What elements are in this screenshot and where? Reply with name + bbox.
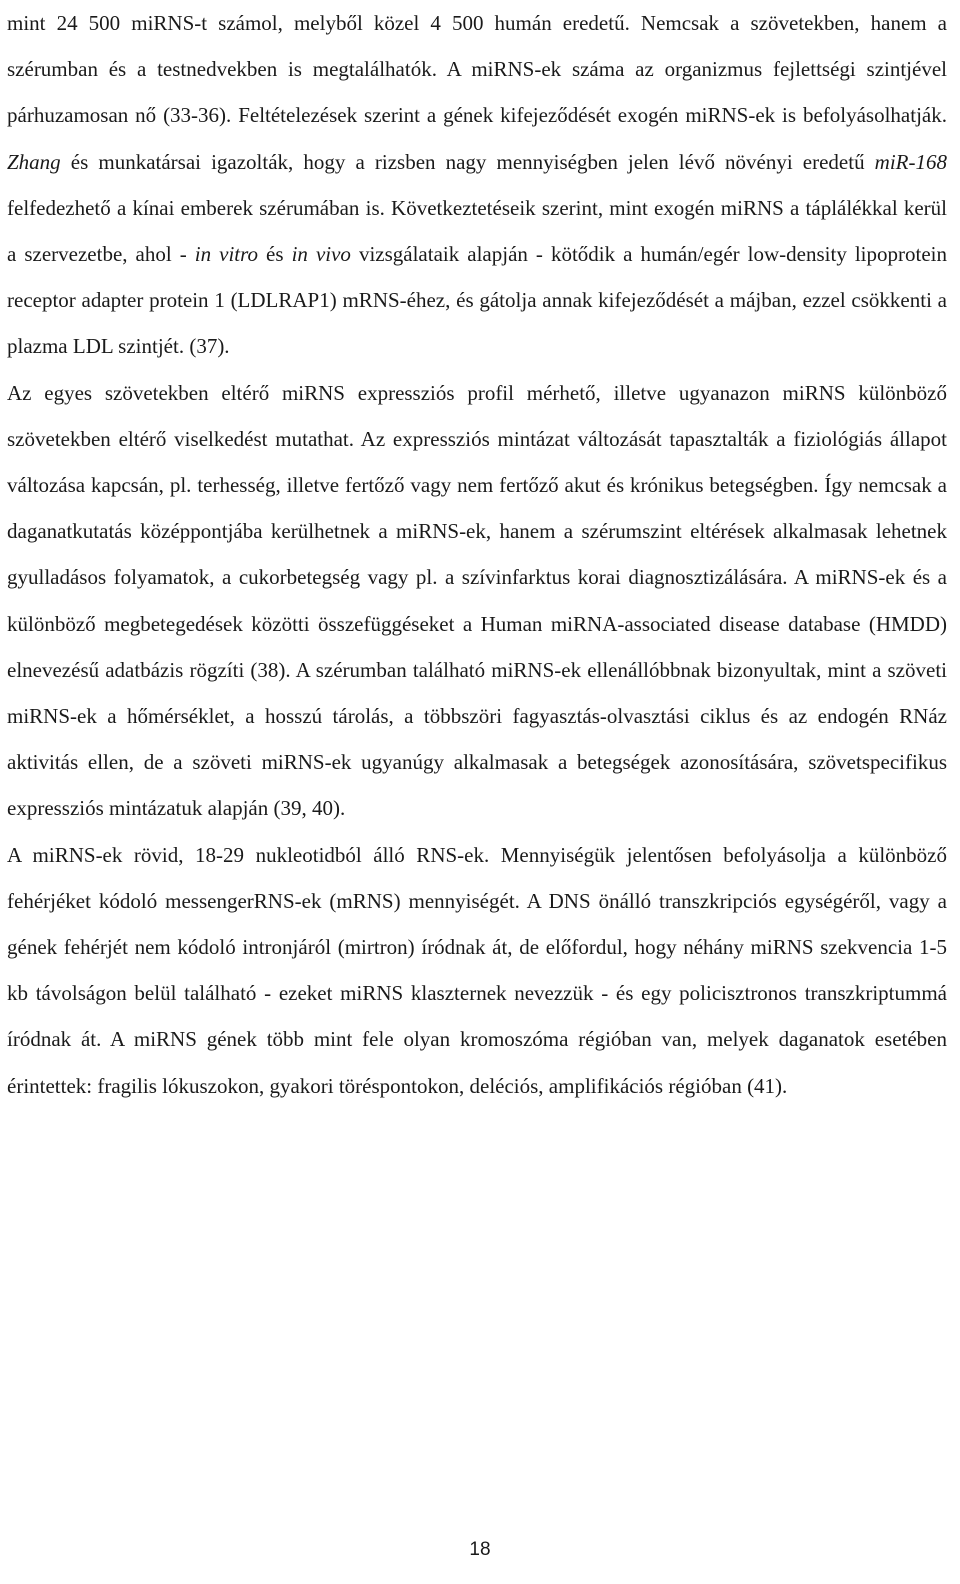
text-run: A miRNS-ek rövid, 18-29 nukleotidból álló RNS-ek. Mennyiségük jelentősen befolyásolja a különböző fehérjéket kódoló messengerRNS-ek (mRNS) mennyiségét. A DNS önálló transzkripciós egységéről, vagy a gének fehérjét nem kódoló intronjáról (mirtron) íródnak át, de előfordul, hogy néhány miRNS szekvencia 1-5 kb távolságon belül található - ezeket miRNS klaszternek nevezzük - és egy policisztronos transzkriptummá íródnak át. A miRNS gének több mint fele olyan kromoszóma régióban van, melyek daganatok esetében érintettek: fragilis lókuszokon, gyakori töréspontokon, deléciós, amplifikációs régióban (41). — [7, 842, 947, 1098]
italic-term: in vitro — [194, 242, 259, 267]
text-run: és — [258, 242, 292, 267]
italic-term: Zhang — [7, 149, 61, 174]
italic-term: in vivo — [291, 242, 351, 267]
paragraph-2 — [7, 370, 947, 832]
document-body — [7, 0, 947, 1109]
paragraph-3 — [7, 832, 947, 1109]
text-run: felfedezhető a kínai emberek szérumában is. Következtetéseik szerint, mint exogén miRNS a táplálékkal kerül a szervezetbe, ahol - — [7, 195, 947, 267]
text-run: Az egyes szövetekben eltérő miRNS expressziós profil mérhető, illetve ugyanazon miRNS különböző szövetekben eltérő viselkedést mutathat. Az expressziós mintázat változását tapasztalták a fiziológiás állapot változása kapcsán, pl. terhesség, illetve fertőző vagy nem fertőző akut és krónikus betegségben. Így nemcsak a daganatkutatás középpontjába kerülhetnek a miRNS-ek, hanem a szérumszint eltérések alkalmasak lehetnek gyulladásos folyamatok, a cukorbetegség vagy pl. a szívinfarktus korai diagnosztizálására. A miRNS-ek és a különböző megbetegedések közötti összefüggéseket a Human miRNA-associated disease database (HMDD) elnevezésű adatbázis rögzíti (38). A szérumban található miRNS-ek ellenállóbbnak bizonyultak, mint a szöveti miRNS-ek a hőmérséklet, a hosszú tárolás, a többszöri fagyasztás-olvasztási ciklus és az endogén RNáz aktivitás ellen, de a szöveti miRNS-ek ugyanúgy alkalmasak a betegségek azonosítására, szövetspecifikus expressziós mintázatuk alapján (39, 40). — [7, 380, 947, 821]
text-run: vizsgálataik alapján - kötődik a humán/egér low-density lipoprotein receptor adapter protein 1 (LDLRAP1) mRNS-éhez, és gátolja annak kifejeződését a májban, ezzel csökkenti a plazma LDL szintjét. (37). — [7, 242, 947, 359]
page-number: 18 — [469, 1539, 491, 1560]
text-run: mint 24 500 miRNS-t számol, melyből közel 4 500 humán eredetű. Nemcsak a szövetekben, hanem a szérumban és a testnedvekben is megtalálhatók. A miRNS-ek száma az organizmus fejlettségi szintjével párhuzamosan nő (33-36). Feltételezések szerint a gének kifejeződését exogén miRNS-ek is befolyásolhatják. — [7, 11, 947, 128]
paragraph-1 — [7, 0, 947, 370]
text-run: és munkatársai igazolták, hogy a rizsben nagy mennyiségben jelen lévő növényi eredetű — [60, 149, 875, 174]
italic-term: miR-168 — [874, 149, 947, 174]
